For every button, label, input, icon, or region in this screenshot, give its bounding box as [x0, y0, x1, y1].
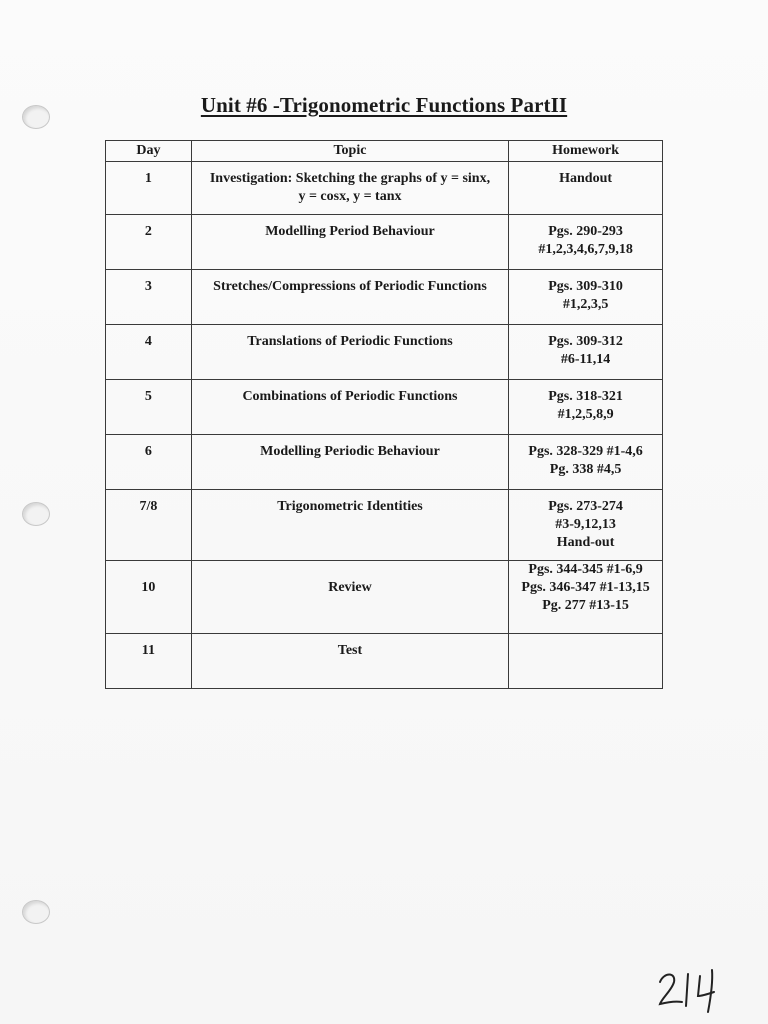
homework-line: Handout: [559, 171, 613, 186]
topic-cell: [191, 162, 508, 215]
schedule-table: [105, 140, 663, 689]
homework-cell: [509, 490, 663, 561]
header-homework: Homework: [509, 141, 663, 162]
homework-cell: [509, 634, 663, 689]
header-topic: Topic: [191, 141, 508, 162]
table-row: [106, 561, 663, 634]
day-cell: 5: [106, 380, 192, 435]
day-cell: 11: [106, 634, 192, 689]
table-row: [106, 162, 663, 215]
punch-hole-middle: [22, 502, 50, 526]
table-header-row: [106, 141, 663, 162]
topic-line: y = cosx, y = tanx: [298, 189, 402, 204]
day-cell: 6: [106, 435, 192, 490]
topic-cell: [191, 325, 508, 380]
topic-line: Translations of Periodic Functions: [247, 334, 453, 349]
homework-line: Hand-out: [556, 535, 615, 550]
homework-line: #6-11,14: [560, 352, 611, 367]
homework-line: Pgs. 309-310: [548, 279, 623, 294]
handwritten-signature-214: [656, 966, 726, 1016]
homework-line: Pgs. 309-312: [548, 334, 623, 349]
topic-line: Investigation: Sketching the graphs of y = sinx,: [209, 171, 491, 186]
header-day: Day: [106, 141, 192, 162]
homework-line: #1,2,3,5: [562, 297, 609, 312]
topic-line: Review: [328, 580, 372, 595]
topic-cell: [191, 435, 508, 490]
homework-line: Pgs. 318-321: [548, 389, 623, 404]
table-row: [106, 325, 663, 380]
day-cell: 1: [106, 162, 192, 215]
topic-cell: [191, 270, 508, 325]
day-cell: 7/8: [106, 490, 192, 561]
topic-line: Trigonometric Identities: [277, 499, 423, 514]
topic-line: Test: [337, 643, 363, 658]
table-row: [106, 215, 663, 270]
day-cell: 2: [106, 215, 192, 270]
homework-line: Pgs. 328-329 #1-4,6: [528, 444, 643, 459]
homework-cell: [509, 561, 663, 634]
homework-line: Pgs. 290-293: [548, 224, 623, 239]
topic-cell: [191, 634, 508, 689]
homework-line: Pgs. 344-345 #1-6,9: [528, 562, 643, 577]
topic-line: Stretches/Compressions of Periodic Functions: [213, 279, 487, 294]
homework-line: Pg. 277 #13-15: [542, 598, 629, 613]
homework-line: Pgs. 273-274: [548, 499, 623, 514]
day-cell: 10: [106, 561, 192, 634]
homework-line: #3-9,12,13: [555, 517, 616, 532]
homework-cell: [509, 270, 663, 325]
homework-line: #1,2,3,4,6,7,9,18: [538, 242, 633, 257]
homework-cell: [509, 162, 663, 215]
homework-line: Pgs. 346-347 #1-13,15: [521, 580, 650, 595]
topic-cell: [191, 215, 508, 270]
topic-cell: [191, 490, 508, 561]
homework-cell: [509, 325, 663, 380]
homework-line: Pg. 338 #4,5: [549, 462, 622, 477]
page-title: Unit #6 -Trigonometric Functions PartII: [200, 93, 568, 117]
homework-line: #1,2,5,8,9: [557, 407, 614, 422]
day-cell: 4: [106, 325, 192, 380]
table-row: [106, 435, 663, 490]
table-row: [106, 634, 663, 689]
homework-cell: [509, 380, 663, 435]
topic-cell: [191, 561, 508, 634]
table-row: [106, 380, 663, 435]
punch-hole-bottom: [22, 900, 50, 924]
homework-cell: [509, 215, 663, 270]
table-row: [106, 490, 663, 561]
topic-line: Modelling Periodic Behaviour: [260, 444, 440, 459]
homework-cell: [509, 435, 663, 490]
table-row: [106, 270, 663, 325]
day-cell: 3: [106, 270, 192, 325]
topic-line: Combinations of Periodic Functions: [242, 389, 458, 404]
topic-line: Modelling Period Behaviour: [265, 224, 435, 239]
topic-cell: [191, 380, 508, 435]
